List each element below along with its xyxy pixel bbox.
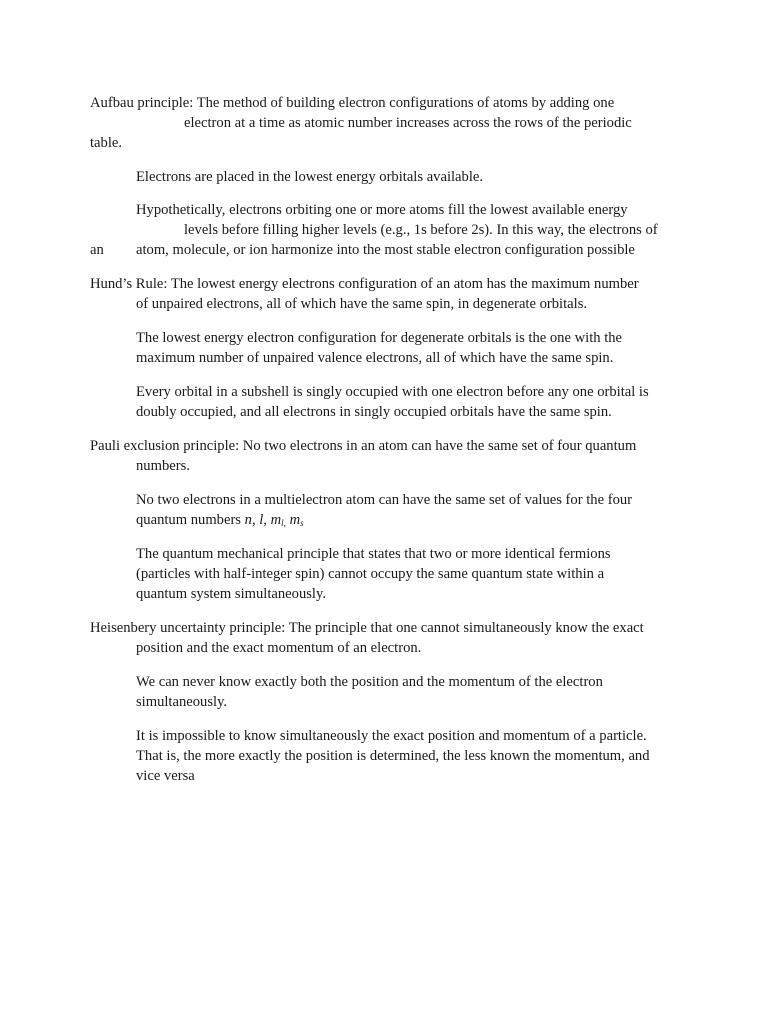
quantum-number-ml [271,512,286,528]
heisenberg-definition: It is impossible to know simultaneously the exact position and momentum of a particle. [136,728,647,744]
pauli-title: Pauli exclusion principle: No two electrons in an atom can have the same set of four quantum [90,438,637,454]
hund-title-cont: of unpaired electrons, all of which have the same spin, in degenerate orbitals. [136,296,588,312]
aufbau-title-cont: table. [90,135,123,151]
hund-definition-cont: doubly occupied, and all electrons in singly occupied orbitals have the same spin. [136,404,612,420]
hund-definition: Every orbital in a subshell is singly occupied with one electron before any one orbital is [136,384,649,400]
heisenberg-definition-cont: That is, the more exactly the position is determined, the less known the momentum, and [136,748,650,764]
pauli-definition: The quantum mechanical principle that states that two or more identical fermions [136,546,611,562]
hund-definition-cont: maximum number of unpaired valence electrons, all of which have the same spin. [136,350,614,366]
aufbau-definition: Hypothetically, electrons orbiting one or more atoms fill the lowest available energy [136,202,628,218]
aufbau-definition-cont: an [90,242,104,258]
aufbau-definition-cont: levels before filling higher levels (e.g., 1s before 2s). In this way, the electrons of [184,222,658,238]
pauli-definition: No two electrons in a multielectron atom can have the same set of values for the four [136,492,633,508]
heisenberg-definition-cont: vice versa [136,768,195,784]
aufbau-title: Aufbau principle: The method of building electron configurations of atoms by adding one [90,95,615,111]
pauli-quantum-label: quantum numbers [136,512,245,528]
quantum-number-ms-base: m [289,512,301,528]
pauli-definition-cont: quantum system simultaneously. [136,586,326,602]
quantum-number-ms [290,512,304,528]
heisenberg-definition-cont: simultaneously. [136,694,228,710]
quantum-number-l: l, [259,512,267,528]
heisenberg-title: Heisenbery uncertainty principle: The principle that one cannot simultaneously know the exact [90,620,644,636]
quantum-number-ml-sub: l, [281,518,286,528]
quantum-number-n: n, [244,512,256,528]
hund-definition: The lowest energy electron configuration for degenerate orbitals is the one with the [136,330,623,346]
heisenberg-title-cont: position and the exact momentum of an electron. [136,640,422,656]
pauli-definition-cont [136,510,304,530]
heisenberg-definition: We can never know exactly both the position and the momentum of the electron [136,674,603,690]
quantum-number-ms-sub: s [300,518,304,528]
aufbau-definition-cont: atom, molecule, or ion harmonize into the most stable electron configuration possible [136,242,635,258]
hund-title: Hund’s Rule: The lowest energy electrons configuration of an atom has the maximum number [90,276,639,292]
pauli-title-cont: numbers. [136,458,190,474]
aufbau-title-cont: electron at a time as atomic number increases across the rows of the periodic [184,115,632,131]
quantum-number-ml-base: m [270,512,282,528]
aufbau-definition: Electrons are placed in the lowest energy orbitals available. [136,169,484,185]
pauli-definition-cont: (particles with half-integer spin) cannot occupy the same quantum state within a [136,566,605,582]
